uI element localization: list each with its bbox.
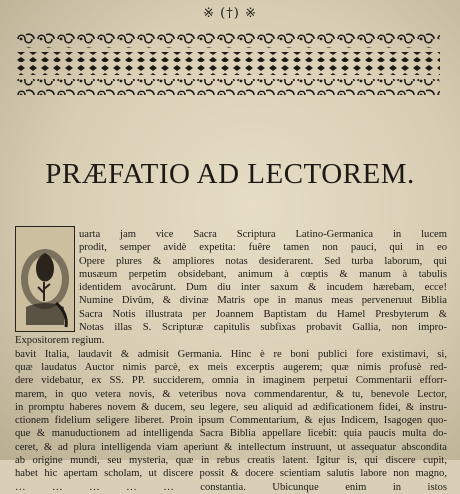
body-line: Sacra Notis illustrata per Joannem Baptistam du Hamel Presbyterum & bbox=[79, 308, 447, 320]
body-line: musæum perpetim obsidebant, animum à cœptis & manum à tabulis bbox=[79, 268, 447, 280]
body-line: uarta jam vice Sacra Scriptura Latino-Germanica in lucem bbox=[79, 229, 447, 240]
body-line: Numine Divûm, & divinæ Matris ope in manus meas perveneruut Biblia bbox=[79, 295, 447, 307]
body-line: Opere plures & ampliores notas desiderarent. Sed turba laborum, qui bbox=[79, 255, 447, 267]
body-line: in promptu haberes novem & ducem, seu legere, seu aliquid ad ædificationem fidei, & instru- bbox=[15, 401, 447, 413]
preface-body bbox=[15, 228, 447, 494]
body-line: ab origine mundi, seu mysteria, quæ in rebus creatis latent. Igitur is, qui discere cupit, bbox=[15, 455, 447, 467]
body-line: habet hic apertam scholam, ut discere possit & docere scientiam salutis labore non magno, bbox=[15, 468, 447, 480]
ornamental-header-band bbox=[16, 32, 440, 102]
body-line: quæ laudatus Auctor nimis parcè, ex meis excerptis augerem; quæ nimis profusè red- bbox=[15, 361, 447, 373]
body-line: Expositorem regium. bbox=[15, 335, 105, 347]
body-line: prodit, semper avidè expetita: fuêre tamen non pauci, qui in eo bbox=[79, 242, 447, 254]
page-number: ※ (†) ※ bbox=[203, 6, 257, 21]
body-line: ctionem fidelium seligere liberet. Proin ipsum Commentarium, & ejus Indicem, Isagogen quo- bbox=[15, 415, 447, 427]
body-line: identidem avocârunt. Dum diu inter saxum & incudem hærebam, ecce! bbox=[79, 282, 447, 294]
body-line: marem, in quo vetera novis, & veteribus nova commendarentur, & tu, benevole Lector, bbox=[15, 388, 447, 400]
body-line: ceret, & ad plura intelligenda viam aperiunt & intellectum instruunt, ut assequatur abscondita bbox=[15, 441, 447, 453]
preface-title: PRÆFATIO AD LECTOREM. bbox=[45, 158, 415, 190]
body-line: bavit Italia, laudavit & admisit Germania. Hinc è re boni publici fore existimavi, si, bbox=[15, 348, 447, 360]
body-line: dere videbatur, ex SS. PP. succiderem, omnia in imaginem perpetui Commentarii efforr- bbox=[15, 375, 447, 387]
body-line: Notas illas S. Scripturæ capitulis subfixas probavit Gallia, non impro- bbox=[79, 322, 447, 334]
body-line: … … … … … constantia. Ubicunque enim in istos bbox=[15, 481, 447, 493]
body-line: que & manuductionem ad intelligenda Sacra Biblia appellare licebit: quia paucis multa do- bbox=[15, 428, 447, 440]
